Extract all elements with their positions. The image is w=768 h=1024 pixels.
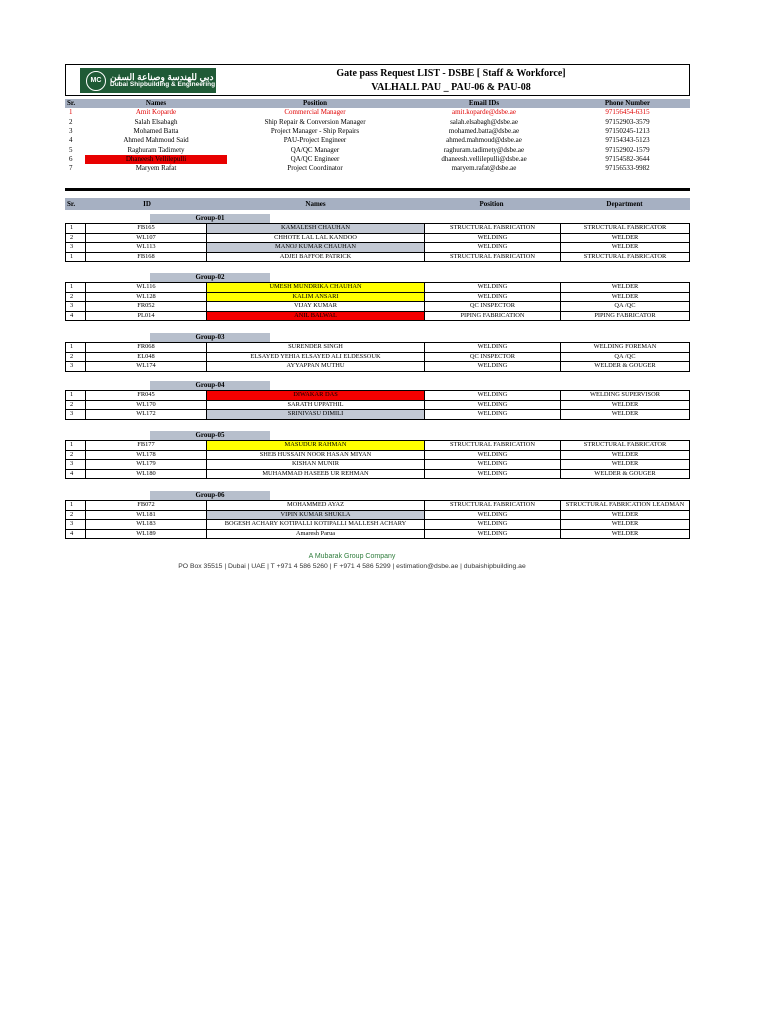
table-cell: 3	[66, 362, 86, 372]
group-label: Group-02	[150, 273, 270, 282]
table-cell: WELDER	[561, 529, 690, 539]
table-row	[66, 233, 690, 243]
staff-cell: Mohamed Batta	[133, 127, 179, 136]
table-cell: STRUCTURAL FABRICATOR	[561, 252, 690, 262]
staff-col-header: Names	[85, 99, 227, 108]
table-cell: WELDER	[561, 410, 690, 420]
table-row	[66, 352, 690, 362]
table-cell: KALIM ANSARI	[207, 292, 425, 302]
table-cell: Amaresh Parua	[207, 529, 425, 539]
staff-cell: 7	[69, 164, 73, 173]
staff-table	[65, 99, 690, 173]
table-row	[66, 343, 690, 353]
col-sr: Sr.	[65, 198, 87, 210]
staff-cell: dhaneesh.vellilepulli@dsbe.ae	[441, 154, 527, 163]
staff-cell: 3	[69, 127, 73, 136]
staff-cell: 97152902-1579	[605, 145, 650, 154]
staff-row	[65, 164, 690, 173]
staff-row	[65, 108, 690, 117]
table-row	[66, 391, 690, 401]
table-cell: WELDER	[561, 460, 690, 470]
logo-arabic-text: دبي للهندسة وصناعة السفن	[110, 71, 214, 82]
table-cell: WELDER	[561, 243, 690, 253]
table-cell: 2	[66, 400, 86, 410]
table-cell: STRUCTURAL FABRICATION	[425, 441, 561, 451]
table-cell: STRUCTURAL FABRICATION	[425, 252, 561, 262]
table-cell: WL107	[86, 233, 207, 243]
table-cell: CHHOTE LAL LAL KANDOO	[207, 233, 425, 243]
table-cell: WELDING	[425, 460, 561, 470]
table-cell: WELDING	[425, 391, 561, 401]
workforce-group	[65, 491, 690, 539]
staff-cell: Project Coordinator	[287, 164, 343, 173]
table-cell: KAMALESH CHAUHAN	[207, 224, 425, 234]
staff-cell: 97154343-5123	[605, 136, 650, 145]
group-label: Group-06	[150, 491, 270, 500]
table-row	[66, 510, 690, 520]
staff-cell: Salah Elsabagh	[134, 117, 178, 126]
group-table	[65, 282, 690, 321]
group-table	[65, 390, 690, 420]
staff-cell: Dhaneesh Vellilepulli	[85, 155, 227, 164]
table-cell: 1	[66, 441, 86, 451]
table-cell: 1	[66, 343, 86, 353]
staff-cell: 97156454-6315	[605, 108, 650, 117]
table-cell: FR045	[86, 391, 207, 401]
company-logo	[80, 68, 216, 93]
table-cell: WELDING	[425, 400, 561, 410]
staff-cell: amit.koparde@dsbe.ae	[452, 108, 516, 117]
table-cell: 1	[66, 501, 86, 511]
table-cell: WL179	[86, 460, 207, 470]
table-cell: 3	[66, 243, 86, 253]
table-cell: WELDING	[425, 469, 561, 479]
table-cell: WL181	[86, 510, 207, 520]
table-cell: WELDER	[561, 520, 690, 530]
table-cell: WL113	[86, 243, 207, 253]
table-cell: WELDING FOREMAN	[561, 343, 690, 353]
table-row	[66, 400, 690, 410]
footer	[166, 553, 538, 587]
table-row	[66, 410, 690, 420]
table-cell: WELDER	[561, 233, 690, 243]
staff-col-header: Phone Number	[565, 99, 690, 108]
col-names: Names	[207, 198, 424, 210]
table-cell: 2	[66, 233, 86, 243]
table-cell: WL128	[86, 292, 207, 302]
document-subtitle: VALHALL PAU _ PAU-06 & PAU-08	[371, 82, 531, 93]
table-cell: WELDER	[561, 450, 690, 460]
group-label: Group-05	[150, 431, 270, 440]
staff-col-header: Position	[227, 99, 403, 108]
staff-header-row	[65, 99, 690, 108]
table-cell: FR068	[86, 343, 207, 353]
table-cell: FB072	[86, 501, 207, 511]
table-row	[66, 311, 690, 321]
table-cell: WELDER	[561, 292, 690, 302]
group-table	[65, 342, 690, 372]
table-cell: MASUDUR RAHMAN	[207, 441, 425, 451]
table-cell: WELDING	[425, 520, 561, 530]
table-cell: VIJAY KUMAR	[207, 302, 425, 312]
table-cell: ELSAYED YEHIA ELSAYED ALI ELDESSOUK	[207, 352, 425, 362]
staff-cell: 5	[69, 145, 73, 154]
table-cell: QC INSPECTOR	[425, 352, 561, 362]
table-cell: FB165	[86, 224, 207, 234]
table-cell: SARATH UPPATHIL	[207, 400, 425, 410]
table-cell: 1	[66, 252, 86, 262]
staff-cell: Maryem Rafat	[135, 164, 177, 173]
table-cell: WELDER & GOUGER	[561, 469, 690, 479]
table-cell: STRUCTURAL FABRICATOR	[561, 441, 690, 451]
workforce-group	[65, 431, 690, 479]
table-cell: WELDING	[425, 362, 561, 372]
staff-cell: Ship Repair & Conversion Manager	[264, 117, 366, 126]
table-cell: WELDING SUPERVISOR	[561, 391, 690, 401]
table-cell: 3	[66, 410, 86, 420]
group-label: Group-01	[150, 214, 270, 223]
table-cell: WELDER	[561, 283, 690, 293]
staff-cell: 97156533-9982	[605, 164, 650, 173]
table-cell: 2	[66, 352, 86, 362]
document-header	[65, 64, 690, 96]
table-cell: WELDING	[425, 292, 561, 302]
table-cell: PIPING FABRICATION	[425, 311, 561, 321]
table-cell: WL180	[86, 469, 207, 479]
staff-cell: 97152903-3579	[605, 117, 650, 126]
table-row	[66, 283, 690, 293]
table-cell: PIPING FABRICATOR	[561, 311, 690, 321]
table-cell: 1	[66, 391, 86, 401]
table-cell: WL116	[86, 283, 207, 293]
staff-cell: maryem.rafat@dsbe.ae	[451, 164, 517, 173]
workforce-group	[65, 214, 690, 262]
table-cell: 1	[66, 283, 86, 293]
table-cell: AYYAPPAN MUTHU	[207, 362, 425, 372]
logo-mark-icon: MC	[86, 71, 106, 91]
document-title: Gate pass Request LIST - DSBE [ Staff & Workforce]	[336, 68, 566, 79]
table-cell: EL048	[86, 352, 207, 362]
table-row	[66, 520, 690, 530]
table-row	[66, 469, 690, 479]
workforce-group	[65, 333, 690, 372]
group-label: Group-03	[150, 333, 270, 342]
table-cell: WL183	[86, 520, 207, 530]
staff-cell: salah.elsabagh@dsbe.ae	[450, 117, 518, 126]
staff-row	[65, 127, 690, 136]
table-cell: BOGESH ACHARY KOTIPALLI KOTIPALLI MALLESH ACHARY	[207, 520, 425, 530]
table-cell: PL014	[86, 311, 207, 321]
table-cell: WELDING	[425, 410, 561, 420]
table-cell: UMESH MUNDRIKA CHAUHAN	[207, 283, 425, 293]
table-cell: 4	[66, 469, 86, 479]
table-cell: STRUCTURAL FABRICATION LEADMAN	[561, 501, 690, 511]
staff-cell: ahmed.mahmoud@dsbe.ae	[446, 136, 522, 145]
table-cell: FB177	[86, 441, 207, 451]
table-row	[66, 441, 690, 451]
table-cell: WELDER	[561, 510, 690, 520]
staff-row	[65, 136, 690, 145]
staff-cell: 4	[69, 136, 73, 145]
staff-row	[65, 145, 690, 154]
table-cell: ADJEI BAFFOE PATRICK	[207, 252, 425, 262]
table-cell: WELDING	[425, 510, 561, 520]
footer-company: A Mubarak Group Company	[308, 553, 396, 560]
table-cell: STRUCTURAL FABRICATOR	[561, 224, 690, 234]
table-cell: 3	[66, 302, 86, 312]
staff-cell: QA/QC Manager	[290, 145, 340, 154]
table-cell: WL172	[86, 410, 207, 420]
col-position: Position	[424, 198, 559, 210]
table-row	[66, 450, 690, 460]
table-cell: QA /QC	[561, 302, 690, 312]
table-cell: WELDER	[561, 400, 690, 410]
table-cell: WL170	[86, 400, 207, 410]
table-row	[66, 243, 690, 253]
staff-cell: Ahmed Mahmoud Said	[123, 136, 189, 145]
table-row	[66, 362, 690, 372]
table-cell: 1	[66, 224, 86, 234]
staff-cell: Commercial Manager	[284, 108, 346, 117]
logo-english-text: Dubai Shipbuilding & Engineering	[110, 80, 216, 88]
table-row	[66, 460, 690, 470]
staff-row	[65, 118, 690, 127]
table-cell: WL189	[86, 529, 207, 539]
table-cell: MUHAMMAD HASEEB UR REHMAN	[207, 469, 425, 479]
table-row	[66, 292, 690, 302]
staff-cell: Raghuram Tadimety	[127, 145, 185, 154]
table-cell: WELDING	[425, 343, 561, 353]
table-row	[66, 252, 690, 262]
table-cell: MANOJ KUMAR CHAUHAN	[207, 243, 425, 253]
table-cell: 4	[66, 529, 86, 539]
staff-cell: 1	[69, 108, 73, 117]
table-row	[66, 529, 690, 539]
workforce-header	[65, 198, 690, 210]
table-cell: ANIL BALWAL	[207, 311, 425, 321]
table-cell: STRUCTURAL FABRICATION	[425, 224, 561, 234]
table-cell: WL174	[86, 362, 207, 372]
table-cell: SRINIVASU DIMILI	[207, 410, 425, 420]
staff-cell: Project Manager - Ship Repairs	[270, 127, 360, 136]
table-row	[66, 302, 690, 312]
table-cell: VIPIN KUMAR SHUKLA	[207, 510, 425, 520]
staff-col-header: Sr.	[65, 99, 85, 108]
table-cell: 3	[66, 460, 86, 470]
table-row	[66, 501, 690, 511]
table-cell: KISHAN MUNIR	[207, 460, 425, 470]
staff-cell: 6	[69, 154, 73, 163]
staff-cell: 2	[69, 117, 73, 126]
table-cell: STRUCTURAL FABRICATION	[425, 501, 561, 511]
col-department: Department	[559, 198, 690, 210]
group-label: Group-04	[150, 381, 270, 390]
table-cell: QC INSPECTOR	[425, 302, 561, 312]
col-id: ID	[87, 198, 207, 210]
footer-contact: PO Box 35515 | Dubai | UAE | T +971 4 586 5260 | F +971 4 586 5299 | estimation@dsbe.ae | dubaishipbuilding.ae	[178, 563, 526, 570]
table-cell: 2	[66, 510, 86, 520]
table-cell: SHEB HUSSAIN NOOR HASAN MIYAN	[207, 450, 425, 460]
table-cell: 2	[66, 450, 86, 460]
table-cell: FB168	[86, 252, 207, 262]
section-divider	[65, 188, 690, 191]
staff-cell: mohamed.batta@dsbe.ae	[448, 127, 520, 136]
staff-cell: Amit Koparde	[135, 108, 177, 117]
table-cell: WELDING	[425, 450, 561, 460]
table-cell: WELDING	[425, 283, 561, 293]
table-cell: WELDING	[425, 529, 561, 539]
staff-row	[65, 155, 690, 164]
table-cell: WL178	[86, 450, 207, 460]
table-cell: WELDING	[425, 243, 561, 253]
staff-cell: raghuram.tadimety@dsbe.ae	[443, 145, 525, 154]
table-cell: MOHAMMED AYAZ	[207, 501, 425, 511]
table-cell: DIWAKAR DAS	[207, 391, 425, 401]
table-row	[66, 224, 690, 234]
table-cell: 2	[66, 292, 86, 302]
table-cell: WELDING	[425, 233, 561, 243]
table-cell: SURENDER SINGH	[207, 343, 425, 353]
table-cell: FR052	[86, 302, 207, 312]
staff-cell: 97150245-1213	[605, 127, 650, 136]
workforce-group	[65, 381, 690, 420]
table-cell: QA /QC	[561, 352, 690, 362]
table-cell: WELDER & GOUGER	[561, 362, 690, 372]
staff-cell: 97154582-3644	[605, 154, 650, 163]
group-table	[65, 500, 690, 539]
staff-col-header: Email IDs	[403, 99, 565, 108]
table-cell: 4	[66, 311, 86, 321]
table-cell: 3	[66, 520, 86, 530]
staff-cell: PAU-Project Engineer	[283, 136, 347, 145]
group-table	[65, 223, 690, 262]
group-table	[65, 440, 690, 479]
staff-cell: QA/QC Engineer	[290, 154, 340, 163]
workforce-group	[65, 273, 690, 321]
